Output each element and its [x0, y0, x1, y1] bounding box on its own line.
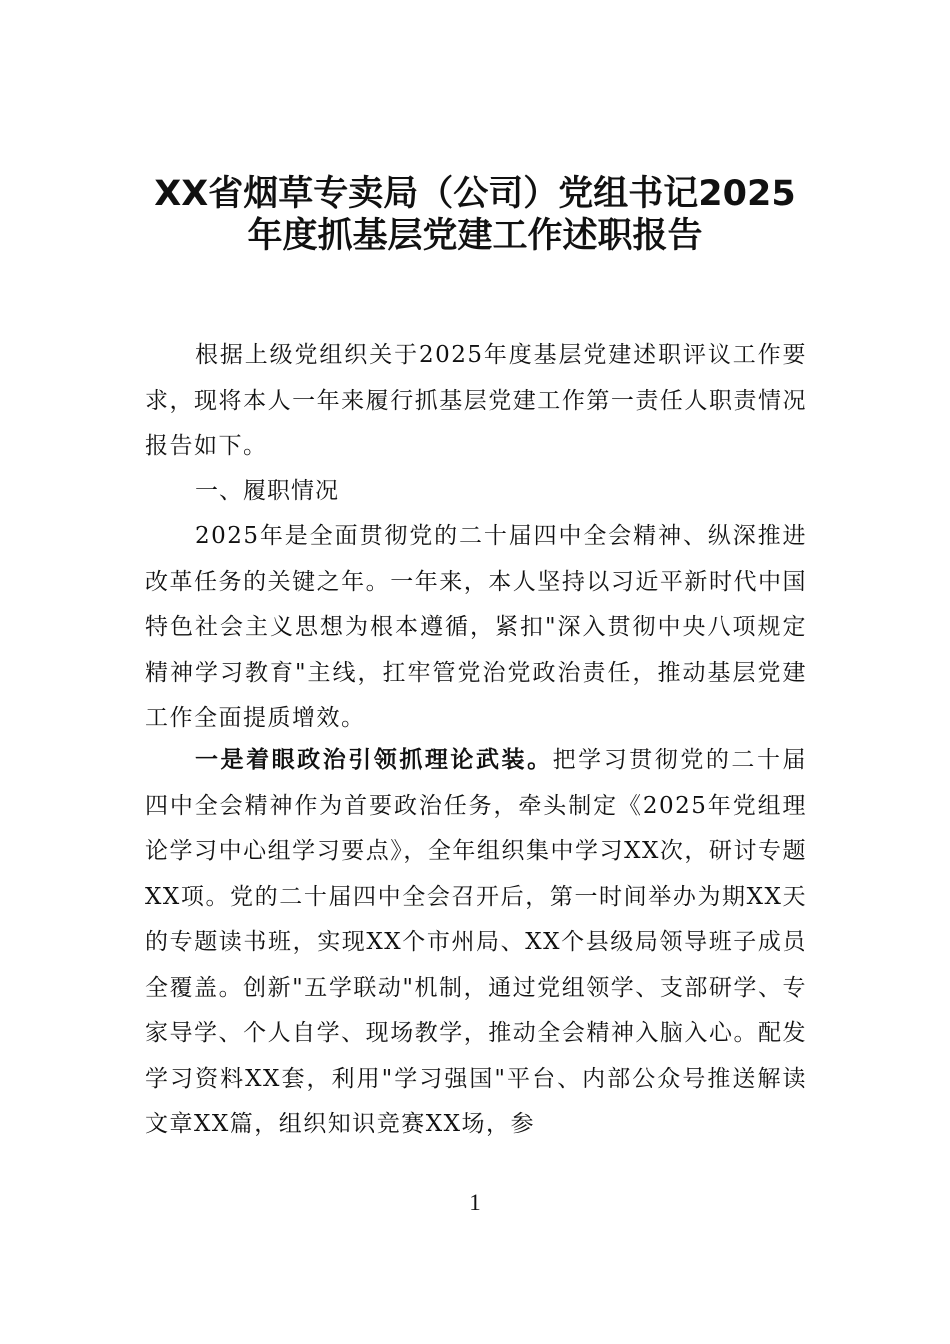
point-one-lead: 一是着眼政治引领抓理论武装。 — [195, 747, 553, 773]
point-one-text: 把学习贯彻党的二十届四中全会精神作为首要政治任务，牵头制定《2025年党组理论学习中心组学习要点》，全年组织集中学习XX次，研讨专题XX项。党的二十届四中全会召开后，第一时间举办为期XX天的专题读书班，实现XX个市州局、XX个县级局领导班子成员全覆盖。创新"五学联动"机制，通过党组领学、支部研学、专家导学、个人自学、现场教学，推动全会精神入脑入心。配发学习资料XX套，利用"学习强国"平台、内部公众号推送解读文章XX篇，组织知识竞赛XX场，参 — [145, 747, 808, 1137]
document-title-line-1: XX省烟草专卖局（公司）党组书记2025 — [154, 174, 796, 214]
intro-paragraph: 根据上级党组织关于2025年度基层党建述职评议工作要求，现将本人一年来履行抓基层党建工作第一责任人职责情况报告如下。 — [145, 342, 807, 459]
year-paragraph: 2025年是全面贯彻党的二十届四中全会精神、纵深推进改革任务的关键之年。一年来，本人坚持以习近平新时代中国特色社会主义思想为根本遵循，紧扣"深入贯彻中央八项规定精神学习教育"主线，扛牢管党治党政治责任，推动基层党建工作全面提质增效。 — [145, 523, 807, 731]
document-title-line-2: 年度抓基层党建工作述职报告 — [247, 216, 703, 256]
page-number: 1 — [469, 1190, 481, 1215]
point-one-paragraph — [145, 738, 807, 1148]
section-heading: 一、履职情况 — [195, 478, 339, 504]
